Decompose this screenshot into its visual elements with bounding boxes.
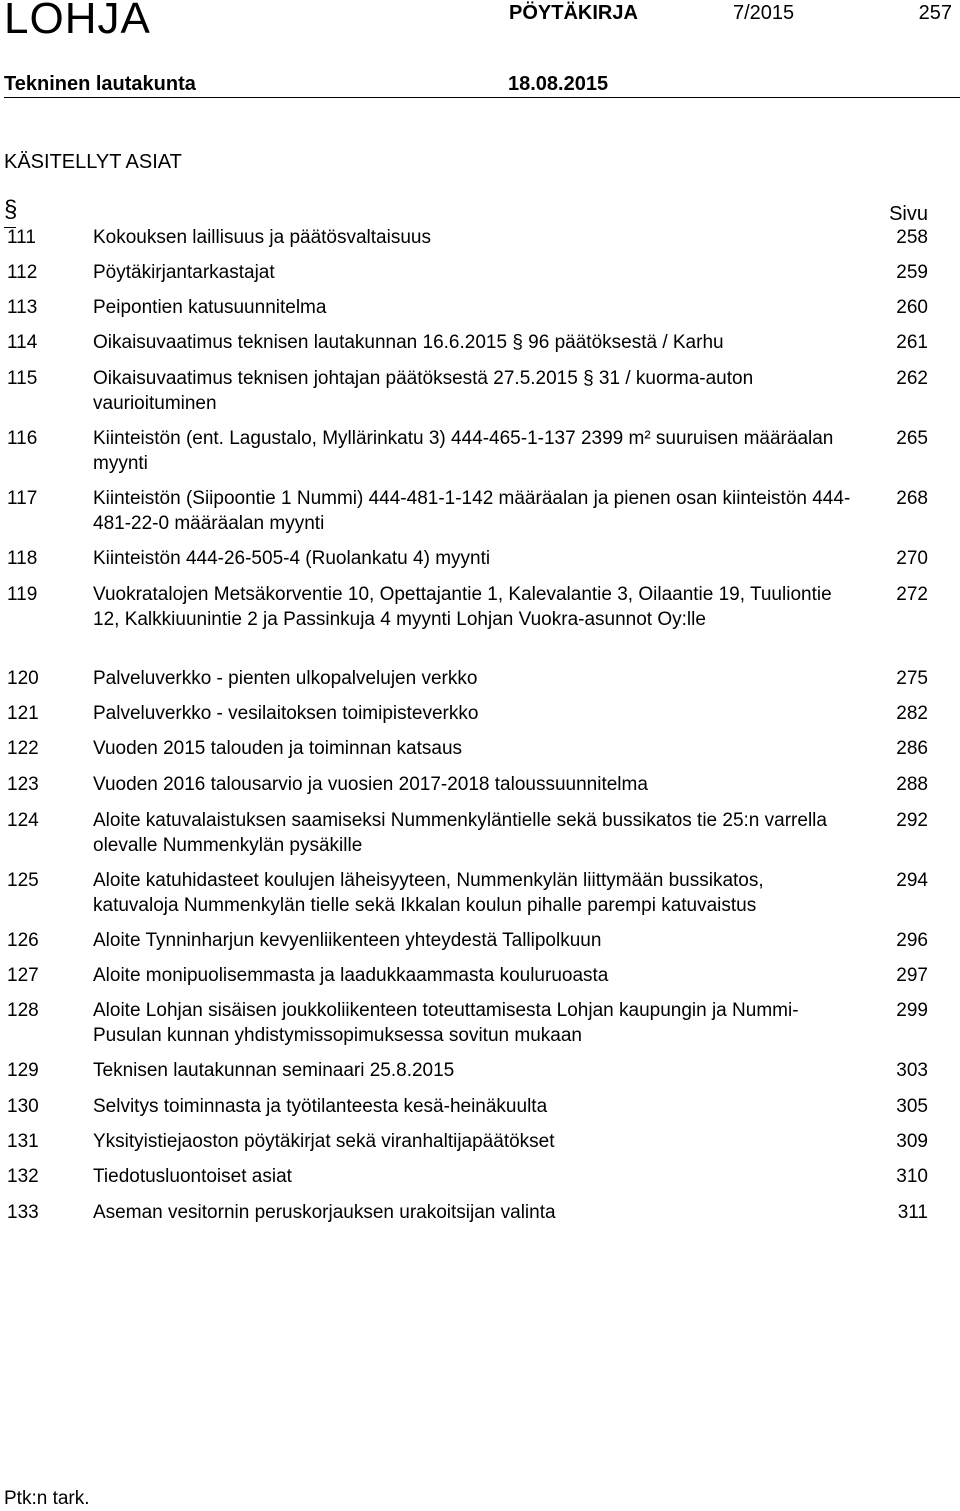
toc-item-page: 288 bbox=[896, 774, 928, 795]
toc-item-page: 272 bbox=[896, 584, 928, 605]
toc-item-page: 268 bbox=[896, 488, 928, 509]
toc-item-number: 122 bbox=[7, 738, 39, 759]
toc-item-number: 131 bbox=[7, 1131, 39, 1152]
toc-item-title: Selvitys toiminnasta ja työtilanteesta kesä-heinäkuulta bbox=[93, 1096, 548, 1117]
toc-item-page: 270 bbox=[896, 548, 928, 569]
paragraph-symbol-icon: § bbox=[4, 196, 18, 223]
toc-item-title: Teknisen lautakunnan seminaari 25.8.2015 bbox=[93, 1060, 455, 1081]
toc-item-title: Aloite katuvalaistuksen saamiseksi Nummenkyläntielle sekä bussikatos tie 25:n varrella olevalle Nummenkylän pysäkille bbox=[93, 810, 827, 856]
toc-item-page: 261 bbox=[896, 332, 928, 353]
toc-item-page: 303 bbox=[896, 1060, 928, 1081]
toc-item-page: 299 bbox=[896, 1000, 928, 1021]
toc-item-number: 120 bbox=[7, 668, 39, 689]
toc-item-title: Kiinteistön (ent. Lagustalo, Myllärinkatu 3) 444-465-1-137 2399 m² suuruisen määräalan myynti bbox=[93, 428, 834, 474]
toc-item-page: 262 bbox=[896, 368, 928, 389]
toc-item-number: 116 bbox=[7, 428, 38, 449]
committee-name: Tekninen lautakunta bbox=[4, 73, 196, 95]
toc-item-page: 258 bbox=[896, 227, 928, 248]
toc-item-number: 119 bbox=[7, 584, 38, 605]
toc-item-title: Palveluverkko - pienten ulkopalvelujen verkko bbox=[93, 668, 478, 689]
toc-item-title: Oikaisuvaatimus teknisen johtajan päätöksestä 27.5.2015 § 31 / kuorma-auton vaurioituminen bbox=[93, 368, 754, 414]
toc-item-title: Oikaisuvaatimus teknisen lautakunnan 16.6.2015 § 96 päätöksestä / Karhu bbox=[93, 332, 724, 353]
toc-item-page: 259 bbox=[896, 262, 928, 283]
toc-item-page: 305 bbox=[896, 1096, 928, 1117]
toc-item-page: 311 bbox=[897, 1202, 928, 1223]
toc-item-title: Vuoden 2016 talousarvio ja vuosien 2017-2018 taloussuunnitelma bbox=[93, 774, 648, 795]
toc-item-number: 132 bbox=[7, 1166, 39, 1187]
toc-item-page: 310 bbox=[896, 1166, 928, 1187]
toc-item-number: 125 bbox=[7, 870, 39, 891]
toc-item-title: Peipontien katusuunnitelma bbox=[93, 297, 327, 318]
toc-item-page: 275 bbox=[896, 668, 928, 689]
toc-item-number: 123 bbox=[7, 774, 39, 795]
section-heading: KÄSITELLYT ASIAT bbox=[4, 151, 182, 173]
page-column-label: Sivu bbox=[889, 203, 928, 225]
toc-item-title: Aloite monipuolisemmasta ja laadukkaammasta kouluruoasta bbox=[93, 965, 609, 986]
toc-item-page: 309 bbox=[896, 1131, 928, 1152]
toc-item-page: 265 bbox=[896, 428, 928, 449]
toc-item-title: Vuoden 2015 talouden ja toiminnan katsaus bbox=[93, 738, 463, 759]
meeting-date: 18.08.2015 bbox=[508, 73, 609, 95]
toc-item-title: Aloite Lohjan sisäisen joukkoliikenteen toteuttamisesta Lohjan kaupungin ja Nummi-Pusulan kunnan yhdistymissopimuksessa sovitun mukaan bbox=[93, 1000, 799, 1046]
toc-item-title: Yksityistiejaoston pöytäkirjat sekä viranhaltijapäätökset bbox=[93, 1131, 555, 1152]
toc-item-number: 118 bbox=[7, 548, 38, 569]
toc-item-page: 292 bbox=[896, 810, 928, 831]
toc-item-number: 133 bbox=[7, 1202, 39, 1223]
toc-item-number: 113 bbox=[7, 297, 38, 318]
toc-item-page: 282 bbox=[896, 703, 928, 724]
toc-item-number: 128 bbox=[7, 1000, 39, 1021]
header-divider bbox=[4, 97, 960, 98]
toc-item-number: 121 bbox=[7, 703, 39, 724]
toc-item-page: 260 bbox=[896, 297, 928, 318]
logo-text: LOHJA bbox=[4, 0, 151, 43]
toc-item-number: 117 bbox=[7, 488, 38, 509]
toc-item-number: 112 bbox=[7, 262, 38, 283]
toc-item-title: Vuokratalojen Metsäkorventie 10, Opettajantie 1, Kalevalantie 3, Oilaantie 19, Tuuliontie 12, Kalkkiuunintie 2 ja Passinkuja 4 myynti Lohjan Vuokra-asunnot Oy:lle bbox=[93, 584, 832, 630]
toc-item-number: 114 bbox=[7, 332, 38, 353]
toc-item-number: 115 bbox=[7, 368, 38, 389]
toc-item-title: Pöytäkirjantarkastajat bbox=[93, 262, 275, 283]
toc-item-number: 129 bbox=[7, 1060, 39, 1081]
toc-item-page: 297 bbox=[896, 965, 928, 986]
toc-item-page: 294 bbox=[896, 870, 928, 891]
page-number: 257 bbox=[918, 2, 952, 24]
toc-item-title: Kokouksen laillisuus ja päätösvaltaisuus bbox=[93, 227, 431, 248]
toc-item-title: Kiinteistön (Siipoontie 1 Nummi) 444-481-1-142 määräalan ja pienen osan kiinteistön 444-481-22-0 määräalan myynti bbox=[93, 488, 851, 534]
toc-item-number: 111 bbox=[7, 227, 36, 248]
toc-item-number: 130 bbox=[7, 1096, 39, 1117]
toc-item-title: Aloite Tynninharjun kevyenliikenteen yhteydestä Tallipolkuun bbox=[93, 930, 602, 951]
toc-item-number: 124 bbox=[7, 810, 39, 831]
toc-item-title: Aseman vesitornin peruskorjauksen urakoitsijan valinta bbox=[93, 1202, 556, 1223]
toc-item-title: Palveluverkko - vesilaitoksen toimipisteverkko bbox=[93, 703, 479, 724]
toc-item-page: 286 bbox=[896, 738, 928, 759]
toc-item-number: 126 bbox=[7, 930, 39, 951]
document-type: PÖYTÄKIRJA bbox=[509, 2, 638, 24]
toc-item-title: Kiinteistön 444-26-505-4 (Ruolankatu 4) myynti bbox=[93, 548, 491, 569]
meeting-number: 7/2015 bbox=[733, 2, 795, 24]
toc-item-number: 127 bbox=[7, 965, 39, 986]
toc-item-title: Aloite katuhidasteet koulujen läheisyyteen, Nummenkylän liittymään bussikatos, katuvaloja Nummenkylän tielle sekä Ikkalan koulun pihalle parempi katuvaistus bbox=[93, 870, 764, 916]
toc-item-title: Tiedotusluontoiset asiat bbox=[93, 1166, 292, 1187]
footer-note: Ptk:n tark. bbox=[4, 1488, 90, 1509]
toc-item-page: 296 bbox=[896, 930, 928, 951]
